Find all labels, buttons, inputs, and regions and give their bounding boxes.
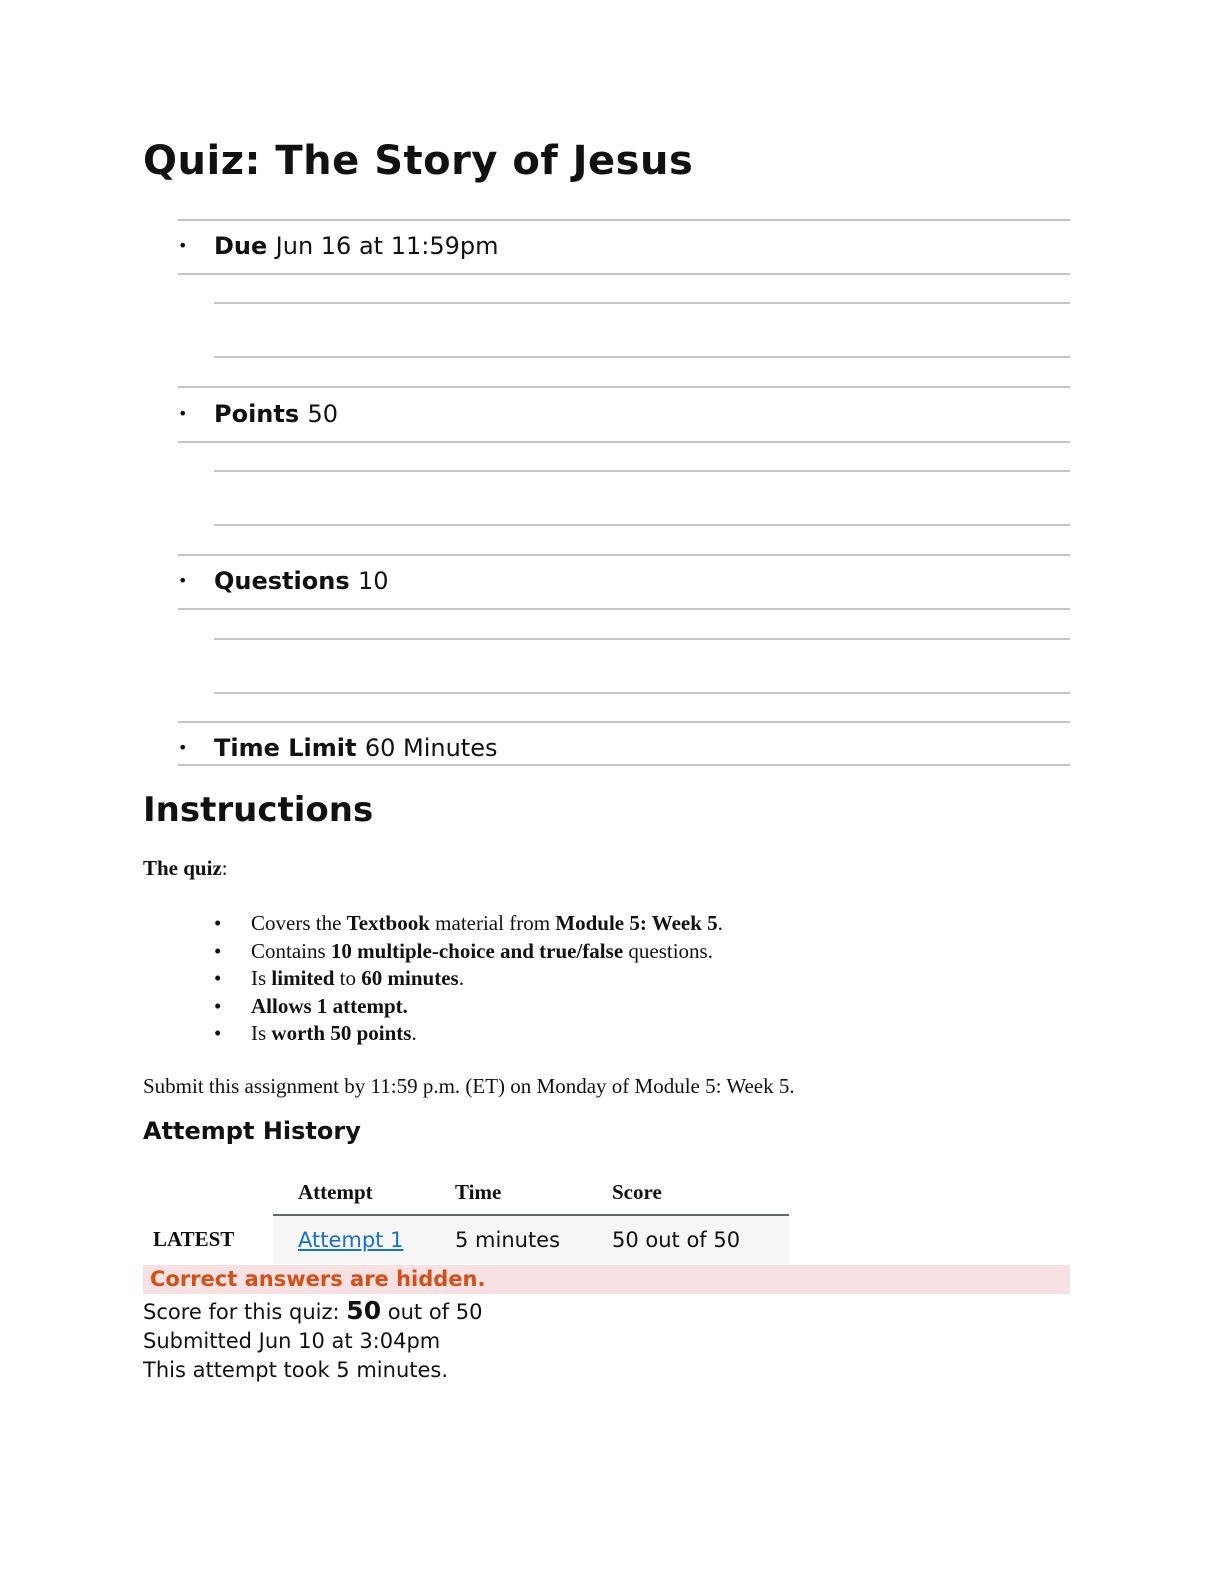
- divider: [214, 302, 1070, 304]
- list-item: • Allows 1 attempt.: [214, 993, 723, 1021]
- submit-deadline-text: Submit this assignment by 11:59 p.m. (ET) on Monday of Module 5: Week 5.: [143, 1074, 795, 1098]
- time-cell: 5 minutes: [430, 1215, 587, 1264]
- detail-label: Due: [214, 232, 268, 260]
- bullet-icon: •: [178, 738, 188, 757]
- attempt-link[interactable]: Attempt 1: [298, 1228, 404, 1252]
- divider: [178, 386, 1070, 388]
- bullet-icon: •: [178, 404, 188, 423]
- detail-value: Jun 16 at 11:59pm: [275, 232, 499, 260]
- attempt-summary: [143, 1296, 482, 1385]
- detail-value: 10: [357, 567, 389, 595]
- list-item: • Contains 10 multiple-choice and true/false questions.: [214, 938, 723, 966]
- column-header-score: Score: [587, 1170, 789, 1215]
- list-item: • Covers the Textbook material from Module 5: Week 5.: [214, 910, 723, 938]
- quiz-intro: The quiz:: [143, 856, 228, 880]
- column-header-attempt: Attempt: [273, 1170, 430, 1215]
- detail-value: 60 Minutes: [364, 734, 498, 762]
- divider: [178, 608, 1070, 610]
- page-title: Quiz: The Story of Jesus: [143, 138, 694, 184]
- list-item: • Is limited to 60 minutes.: [214, 965, 723, 993]
- submitted-line: Submitted Jun 10 at 3:04pm: [143, 1329, 441, 1353]
- instructions-heading: Instructions: [143, 790, 374, 830]
- divider: [178, 721, 1070, 723]
- score-value: 50: [346, 1296, 382, 1325]
- detail-label: Time Limit: [214, 734, 357, 762]
- attempt-history-table: [143, 1170, 789, 1264]
- latest-tag: LATEST: [143, 1215, 273, 1264]
- column-header-time: Time: [430, 1170, 587, 1215]
- duration-line: This attempt took 5 minutes.: [143, 1358, 449, 1382]
- table-header-row: [143, 1170, 789, 1215]
- score-line: Score for this quiz: 50 out of 50: [143, 1296, 483, 1325]
- bullet-icon: •: [178, 571, 188, 590]
- divider: [178, 273, 1070, 275]
- attempt-history-heading: Attempt History: [143, 1117, 361, 1145]
- divider: [178, 554, 1070, 556]
- instructions-list: [214, 910, 723, 1048]
- divider: [178, 441, 1070, 443]
- attempt-cell: [273, 1215, 430, 1264]
- table-header-blank: [143, 1170, 273, 1215]
- bullet-icon: •: [178, 236, 188, 255]
- answers-hidden-notice: [143, 1265, 1070, 1294]
- table-row: [143, 1215, 789, 1264]
- divider: [214, 638, 1070, 640]
- notice-text: Correct answers are hidden.: [150, 1267, 486, 1291]
- divider: [214, 356, 1070, 358]
- divider: [178, 764, 1070, 766]
- divider: [214, 524, 1070, 526]
- detail-label: Questions: [214, 567, 350, 595]
- list-item: • Is worth 50 points.: [214, 1020, 723, 1048]
- detail-label: Points: [214, 400, 300, 428]
- detail-value: 50: [307, 400, 339, 428]
- divider: [214, 692, 1070, 694]
- divider: [214, 470, 1070, 472]
- divider: [178, 219, 1070, 221]
- score-cell: 50 out of 50: [587, 1215, 789, 1264]
